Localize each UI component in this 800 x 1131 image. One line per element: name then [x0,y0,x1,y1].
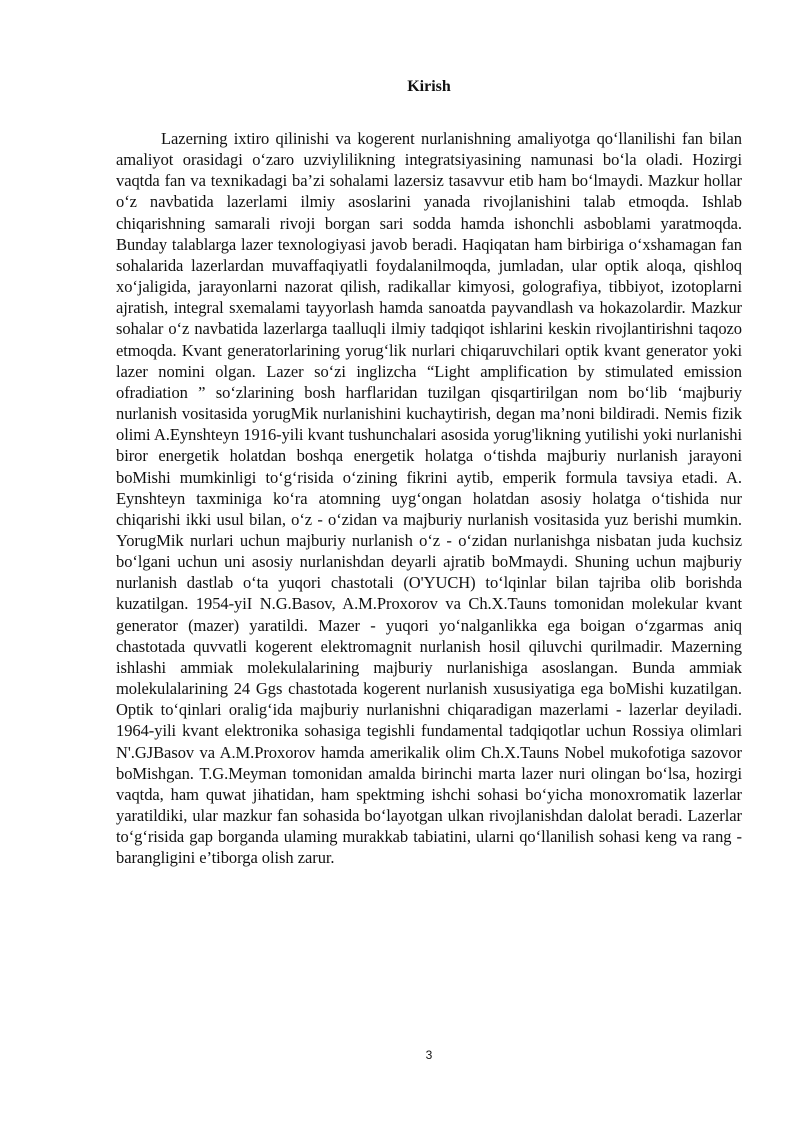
page-number: 3 [425,1048,433,1062]
section-title: Kirish [407,78,451,95]
body-paragraph: Lazerning ixtiro qilinishi va kogerent nurlanishning amaliyotga qo‘llanilishi fan bilan amaliyot orasidagi o‘zaro uzviylilikning integratsiyasining namunasi bo‘la oladi. Hozirgi vaqtda fan va texnikadagi ba’zi sohalami lazersiz tasavvur etib ham bo‘lmaydi. Mazkur hollar o‘z navbatida lazerlami ilmiy asoslarini yanada rivojlanishini talab etmoqda. Ishlab chiqarishning samarali rivoji borgan sari sodda hamda ishonchli asboblami yaratmoqda. Bunday talablarga lazer texnologiyasi javob beradi. Haqiqatan ham birbiriga o‘xshamagan fan sohalarida lazerlardan muvaffaqiyatli foydalanilmoqda, jumladan, ular optik aloqa, qishloq xo‘jaligida, jarayonlarni nazorat qilish, radikallar kimyosi, golografiya, tibbiyot, izotoplarni ajratish, integral sxemalami tayyorlash hamda sanoatda payvandlash va hokazolardir. Mazkur sohalar o‘z navbatida lazerlarga taalluqli ilmiy tadqiqot ishlarini keskin rivojlantirishni taqozo etmoqda. Kvant generatorlarining yorug‘lik nurlari chiqaruvchilari optik kvant generator yoki lazer nomini olgan. Lazer so‘zi inglizcha “Light amplification by stimulated emission ofradiation ” so‘zlarining bosh harflaridan tuzilgan qisqartirilgan nom bo‘lib ‘majburiy nurlanish vositasida yorugMik nurlanishini kuchaytirish, degan ma’noni bildiradi. Nemis fizik olimi A.Eynshteyn 1916-yili kvant tushunchalari asosida yorug'likning yutilishi yoki nurlanishi biror energetik holatdan boshqa energetik holatga o‘tishda majburiy nurlanish jarayoni boMishi mumkinligi to‘g‘risida o‘zining fikrini aytib, emperik formula tavsiya etadi. A. Eynshteyn taxminiga ko‘ra atomning uyg‘ongan holatdan asosiy holatga o‘tishida nur chiqarishi ikki usul bilan, o‘z - o‘zidan va majburiy nurlanish vositasida yuz berishi mumkin. YorugMik nurlari uchun majburiy nurlanish o‘z - o‘zidan nurlanishga nisbatan juda kuchsiz bo‘lgani uchun uni asosiy nurlanishdan deyarli ajratib boMmaydi. Shuning uchun majburiy nurlanish dastlab o‘ta yuqori chastotali (O'YUCH) to‘lqinlar bilan tajriba olib borishda kuzatilgan. 1954-yiI N.G.Basov, A.M.Proxorov va Ch.X.Tauns tomonidan molekular kvant generator (mazer) yaratildi. Mazer - yuqori yo‘nalganlikka ega boigan o‘zgarmas aniq chastotada quvvatli kogerent elektromagnit nurlanish hosil qiluvchi qurilmadir. Mazerning ishlashi ammiak molekulalarining majburiy nurlanishiga asoslangan. Bunda ammiak molekulalarining 24 Ggs chastotada kogerent nurlanish xususiyatiga ega boMishi kuzatilgan. Optik to‘qinlari oralig‘ida majburiy nurlanishni chiqaradigan mazerlami - lazerlar deyiladi. 1964-yili kvant elektronika sohasiga tegishli fundamental tadqiqotlar uchun Rossiya olimlari N'.GJBasov va A.M.Proxorov hamda amerikalik olim Ch.X.Tauns Nobel mukofotiga sazovor boMishgan. T.G.Meyman tomonidan amalda birinchi marta lazer nuri olingan bo‘lsa, hozirgi vaqtda, ham quwat jihatidan, ham spektming ishchi sohasi bo‘yicha monoxromatik lazerlar yaratildiki, ular mazkur fan sohasida bo‘layotgan ulkan rivojlanishdan dalolat beradi. Lazerlar to‘g‘risida gap borganda ulaming murakkab tabiatini, ularni qo‘llanilish sohasi keng va rang - barangligini e’tiborga olish zarur. [116,129,742,868]
